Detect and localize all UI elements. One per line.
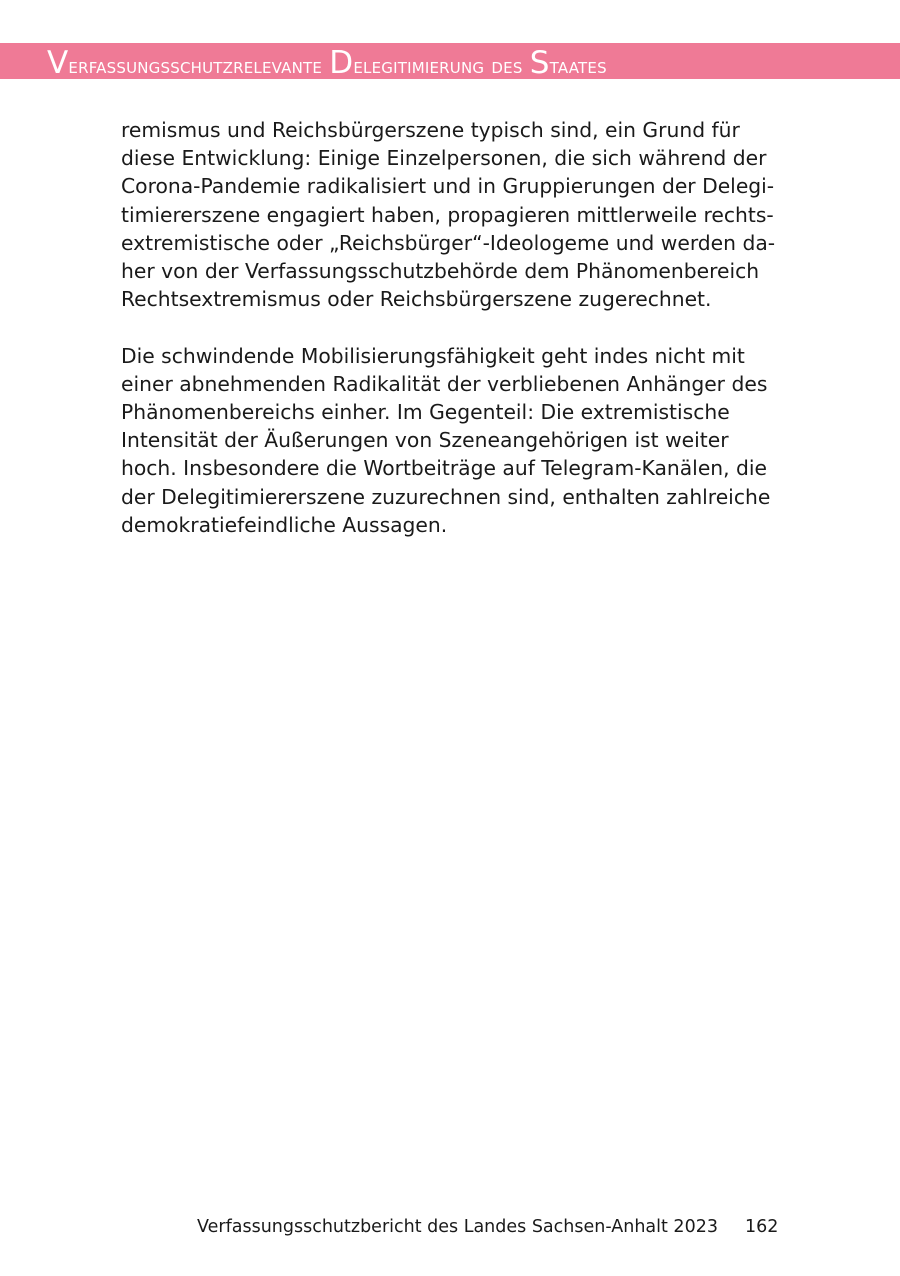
title-initial: D xyxy=(329,45,354,81)
text-line: extremistische oder „Reichsbürger“-Ideologeme und werden da- xyxy=(121,230,776,255)
text-line: Die schwindende Mobilisierungsfähigkeit geht indes nicht mit xyxy=(121,343,745,368)
text-line: her von der Verfassungsschutzbehörde dem Phänomenbereich xyxy=(121,259,760,284)
text-line: Rechtsextremismus oder Reichsbürgerszene zugerechnet. xyxy=(121,287,712,312)
text-line: einer abnehmenden Radikalität der verbliebenen Anhänger des xyxy=(121,371,768,396)
footer-publication-title: Verfassungsschutzbericht des Landes Sachsen-Anhalt 2023 xyxy=(197,1217,718,1237)
text-line: hoch. Insbesondere die Wortbeiträge auf Telegram-Kanälen, die xyxy=(121,456,768,481)
text-line: timiererszene engagiert haben, propagieren mittlerweile rechts- xyxy=(121,202,774,227)
title-rest: des xyxy=(491,54,523,79)
text-line: der Delegitimiererszene zuzurechnen sind, enthalten zahlreiche xyxy=(121,484,771,509)
text-line: Intensität der Äußerungen von Szeneangehörigen ist weiter xyxy=(121,428,729,453)
title-word xyxy=(491,54,522,79)
body-text xyxy=(121,116,781,539)
section-title xyxy=(47,43,607,79)
text-line: demokratiefeindliche Aussagen. xyxy=(121,512,448,537)
title-rest: elegitimierung xyxy=(353,54,485,79)
title-rest: erfassungsschutzrelevante xyxy=(68,54,323,79)
text-line: Corona-Pandemie radikalisiert und in Gruppierungen der Delegi- xyxy=(121,174,775,199)
text-line: Phänomenbereichs einher. Im Gegenteil: Die extremistische xyxy=(121,400,730,425)
title-initial: V xyxy=(47,45,69,81)
paragraph xyxy=(121,116,781,313)
text-line: diese Entwicklung: Einige Einzelpersonen, die sich während der xyxy=(121,146,767,171)
title-word xyxy=(47,45,323,81)
text-line: remismus und Reichsbürgerszene typisch sind, ein Grund für xyxy=(121,118,740,142)
paragraph xyxy=(121,342,781,539)
title-rest: taates xyxy=(549,54,607,79)
title-initial: S xyxy=(529,45,550,81)
page-number: 162 xyxy=(745,1217,779,1237)
title-word xyxy=(529,45,607,81)
title-word xyxy=(329,45,485,81)
